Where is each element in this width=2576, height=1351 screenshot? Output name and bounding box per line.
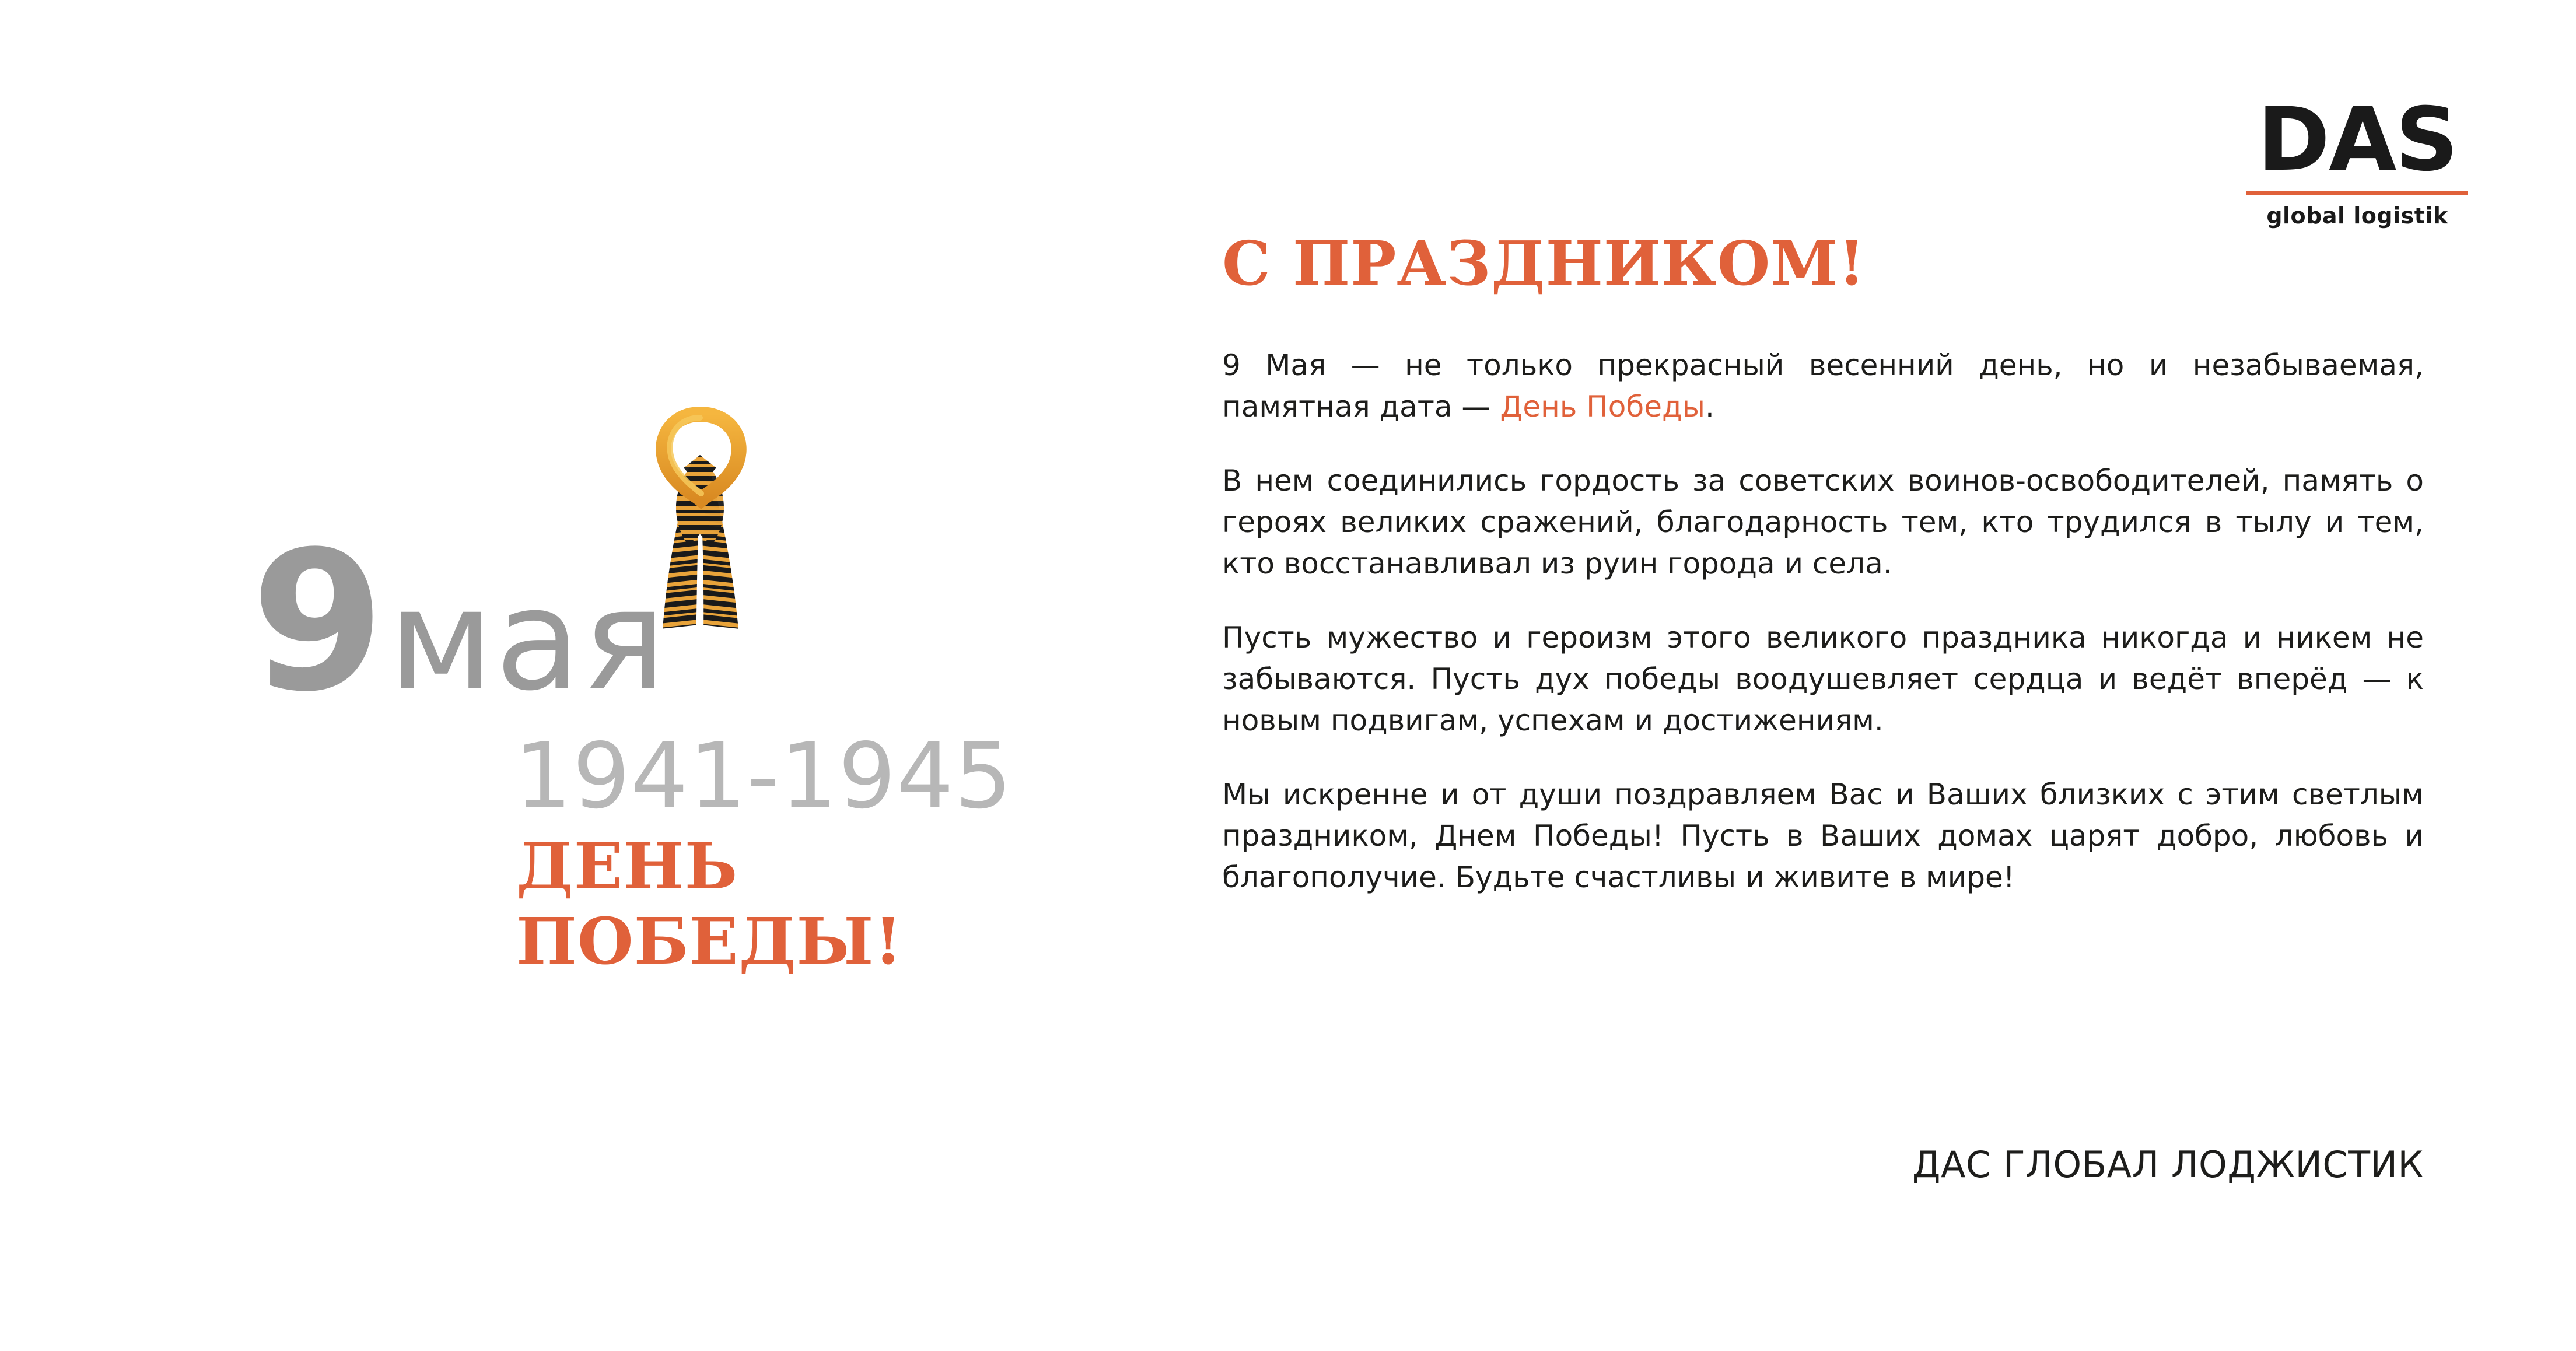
page-title: С ПРАЗДНИКОМ! [1222,228,1866,299]
emblem-may: мая [388,558,668,722]
paragraph-1-tail: . [1705,390,1714,424]
emblem-victory-day: ДЕНЬ ПОБЕДЫ! [516,828,903,979]
emblem-nine: 9 [251,510,382,734]
emblem-nine-may [251,510,1097,734]
logo-tagline: global logistik [2266,203,2448,229]
emblem-years: 1941-1945 [514,723,1013,829]
paragraph-2: В нем соединились гордость за советских воинов-освободителей, память о героях великих сражений, благодарность тем, кто трудился в тылу и тем, кто восстанавливал из руин города и села. [1222,464,2424,580]
paragraph-1-accent: День Победы [1500,390,1706,424]
paragraph-1-lead: 9 Мая — не только прекрасный весенний день, но и незабываемая, памятная дата — [1222,348,2424,424]
greeting-content [1222,228,2424,898]
logo-accent-rule [2246,191,2468,195]
paragraph-1 [1222,345,2424,428]
paragraph-3: Пусть мужество и героизм этого великого праздника никогда и никем не забываются. Пусть дух победы воодушевляет сердца и ведёт вперёд — к новым подвигам, успехам и достижениям. [1222,621,2424,737]
paragraph-4: Мы искренне и от души поздравляем Вас и Ваших близких с этим светлым праздником, Днем Победы! Пусть в Ваших домах царят добро, любовь и благополучие. Будьте счастливы и живите в мире! [1222,778,2424,894]
company-signature: ДАС ГЛОБАЛ ЛОДЖИСТИК [1912,1143,2424,1186]
logo-wordmark: DAS [2257,89,2458,191]
victory-day-emblem [251,373,1097,979]
das-logo [2246,89,2468,229]
